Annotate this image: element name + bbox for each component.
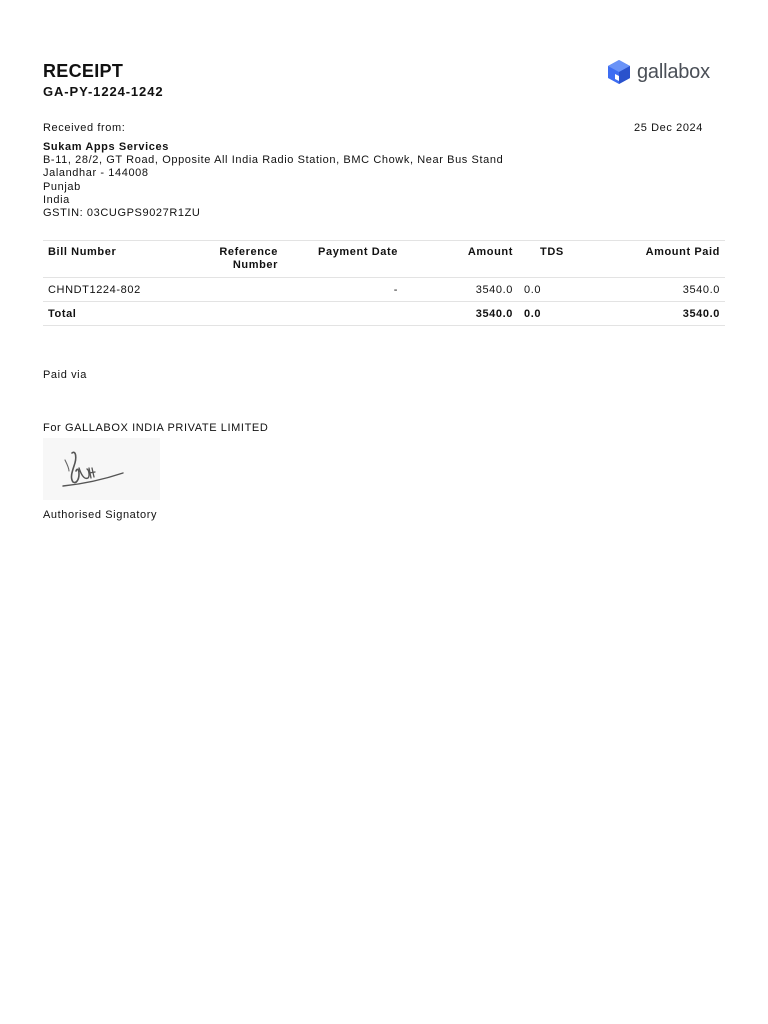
total-date-blank (283, 302, 403, 326)
cell-bill-number: CHNDT1224-802 (43, 278, 193, 302)
cell-amount: 3540.0 (403, 278, 518, 302)
table-header-row (43, 241, 725, 278)
address-state: Punjab (43, 180, 81, 193)
received-from-label: Received from: (43, 122, 126, 134)
signature-image (43, 438, 160, 500)
cell-payment-date: - (283, 278, 403, 302)
header-tds: TDS (518, 241, 585, 278)
paid-via-label: Paid via (43, 369, 87, 381)
authorised-signatory-label: Authorised Signatory (43, 509, 158, 521)
total-label: Total (43, 302, 193, 326)
customer-gstin: GSTIN: 03CUGPS9027R1ZU (43, 207, 201, 220)
bills-table (43, 240, 725, 326)
cube-icon (607, 59, 631, 85)
header-amount: Amount (403, 241, 518, 278)
receipt-title: RECEIPT (43, 61, 124, 81)
cell-tds: 0.0 (518, 278, 585, 302)
receipt-date: 25 Dec 2024 (634, 122, 703, 134)
total-tds: 0.0 (518, 302, 585, 326)
total-amount-paid: 3540.0 (585, 302, 725, 326)
customer-name: Sukam Apps Services (43, 141, 169, 153)
header-reference-line2: Number (232, 259, 278, 271)
gallabox-logo (607, 59, 710, 85)
receipt-number: GA-PY-1224-1242 (43, 84, 164, 99)
address-country: India (43, 193, 70, 206)
address-line-2: Jalandhar - 144008 (43, 167, 149, 180)
header-reference-number (193, 241, 283, 278)
logo-wordmark: gallabox (637, 60, 710, 83)
total-reference-blank (193, 302, 283, 326)
header-amount-paid: Amount Paid (585, 241, 725, 278)
table-row (43, 278, 725, 302)
total-amount: 3540.0 (403, 302, 518, 326)
header-payment-date: Payment Date (283, 241, 403, 278)
for-company-label: For GALLABOX INDIA PRIVATE LIMITED (43, 422, 269, 434)
address-line-1: B-11, 28/2, GT Road, Opposite All India Radio Station, BMC Chowk, Near Bus Stand (43, 154, 504, 167)
header-bill-number: Bill Number (43, 241, 193, 278)
header-reference-line1: Reference (219, 246, 278, 258)
total-row (43, 302, 725, 326)
cell-amount-paid: 3540.0 (585, 278, 725, 302)
cell-reference-number (193, 278, 283, 302)
signature-scribble (43, 438, 160, 500)
customer-address (43, 141, 503, 220)
